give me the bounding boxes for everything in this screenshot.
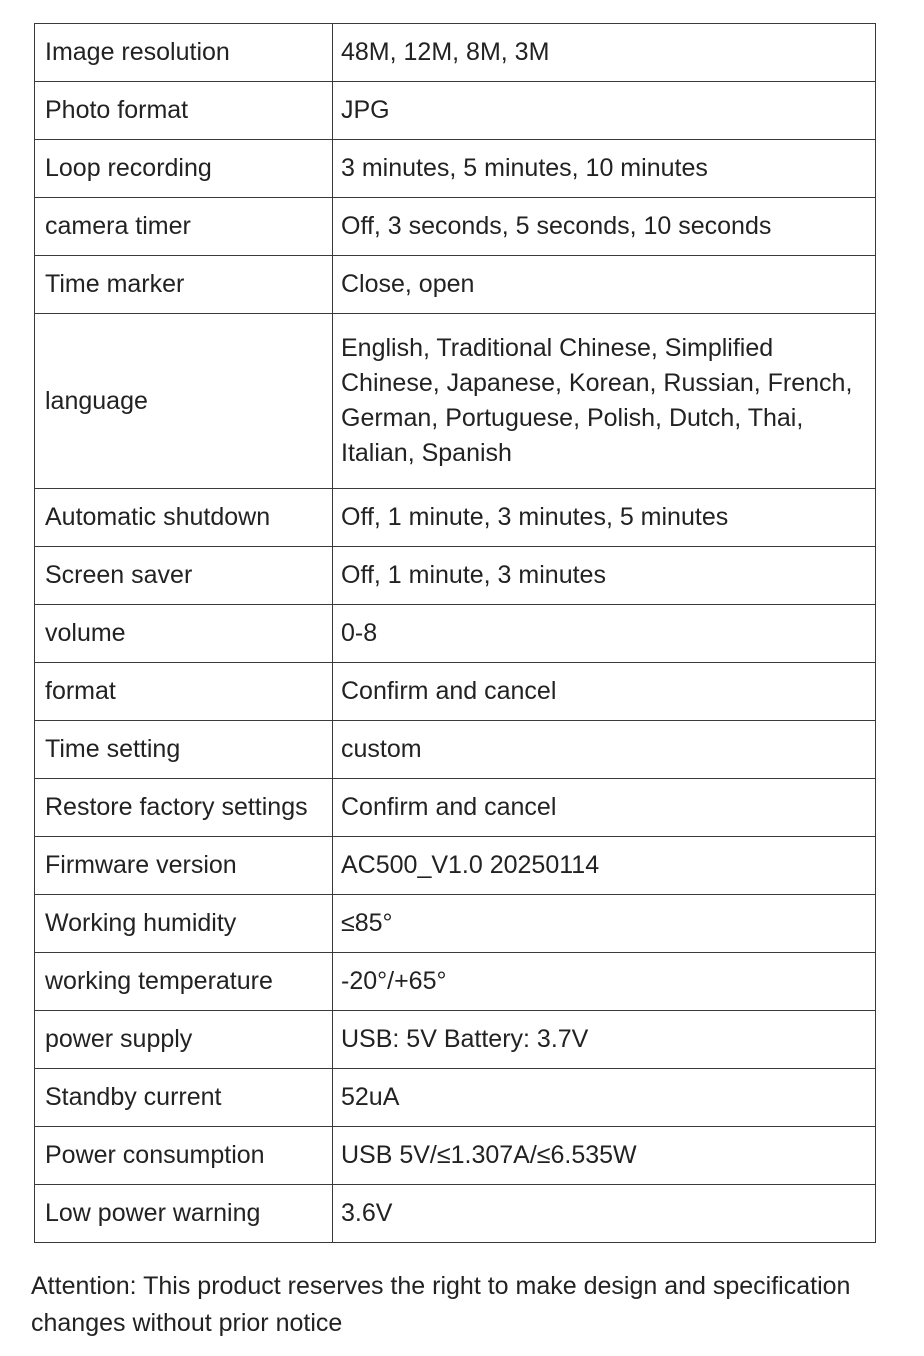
spec-value: Off, 3 seconds, 5 seconds, 10 seconds xyxy=(333,198,876,256)
table-row xyxy=(35,605,876,663)
spec-label: Restore factory settings xyxy=(35,779,333,837)
table-row xyxy=(35,82,876,140)
spec-label: Working humidity xyxy=(35,895,333,953)
table-row xyxy=(35,489,876,547)
spec-label: Power consumption xyxy=(35,1127,333,1185)
spec-value: custom xyxy=(333,721,876,779)
spec-label: format xyxy=(35,663,333,721)
table-row xyxy=(35,314,876,489)
spec-label: Loop recording xyxy=(35,140,333,198)
spec-value: 0-8 xyxy=(333,605,876,663)
spec-label: Automatic shutdown xyxy=(35,489,333,547)
spec-label: volume xyxy=(35,605,333,663)
spec-label: camera timer xyxy=(35,198,333,256)
spec-label: Screen saver xyxy=(35,547,333,605)
spec-value: Confirm and cancel xyxy=(333,779,876,837)
spec-value: -20°/+65° xyxy=(333,953,876,1011)
spec-value: English, Traditional Chinese, Simplified Chinese, Japanese, Korean, Russian, French, German, Portuguese, Polish, Dutch, Thai, Italian, Spanish xyxy=(333,314,876,489)
spec-label: working temperature xyxy=(35,953,333,1011)
spec-label: language xyxy=(35,314,333,489)
table-row xyxy=(35,140,876,198)
spec-label: Low power warning xyxy=(35,1185,333,1243)
spec-value: JPG xyxy=(333,82,876,140)
spec-value: 3 minutes, 5 minutes, 10 minutes xyxy=(333,140,876,198)
spec-label: Image resolution xyxy=(35,24,333,82)
spec-label: Photo format xyxy=(35,82,333,140)
spec-label: power supply xyxy=(35,1011,333,1069)
spec-value: Confirm and cancel xyxy=(333,663,876,721)
table-row xyxy=(35,779,876,837)
table-row xyxy=(35,837,876,895)
table-row xyxy=(35,1069,876,1127)
table-row xyxy=(35,1185,876,1243)
table-row xyxy=(35,24,876,82)
spec-value: USB: 5V Battery: 3.7V xyxy=(333,1011,876,1069)
table-row xyxy=(35,198,876,256)
spec-label: Standby current xyxy=(35,1069,333,1127)
table-row xyxy=(35,1011,876,1069)
spec-label: Firmware version xyxy=(35,837,333,895)
table-row xyxy=(35,895,876,953)
spec-value: USB 5V/≤1.307A/≤6.535W xyxy=(333,1127,876,1185)
spec-value: Close, open xyxy=(333,256,876,314)
spec-value: 52uA xyxy=(333,1069,876,1127)
table-row xyxy=(35,256,876,314)
spec-label: Time marker xyxy=(35,256,333,314)
disclaimer-notice: Attention: This product reserves the right to make design and specification changes without prior notice xyxy=(31,1272,851,1337)
spec-label: Time setting xyxy=(35,721,333,779)
table-row xyxy=(35,953,876,1011)
spec-value: 3.6V xyxy=(333,1185,876,1243)
spec-value: 48M, 12M, 8M, 3M xyxy=(333,24,876,82)
table-row xyxy=(35,547,876,605)
table-row xyxy=(35,1127,876,1185)
spec-table xyxy=(34,23,876,1243)
table-row xyxy=(35,663,876,721)
spec-value: Off, 1 minute, 3 minutes, 5 minutes xyxy=(333,489,876,547)
table-row xyxy=(35,721,876,779)
spec-value: AC500_V1.0 20250114 xyxy=(333,837,876,895)
spec-value: Off, 1 minute, 3 minutes xyxy=(333,547,876,605)
spec-value: ≤85° xyxy=(333,895,876,953)
